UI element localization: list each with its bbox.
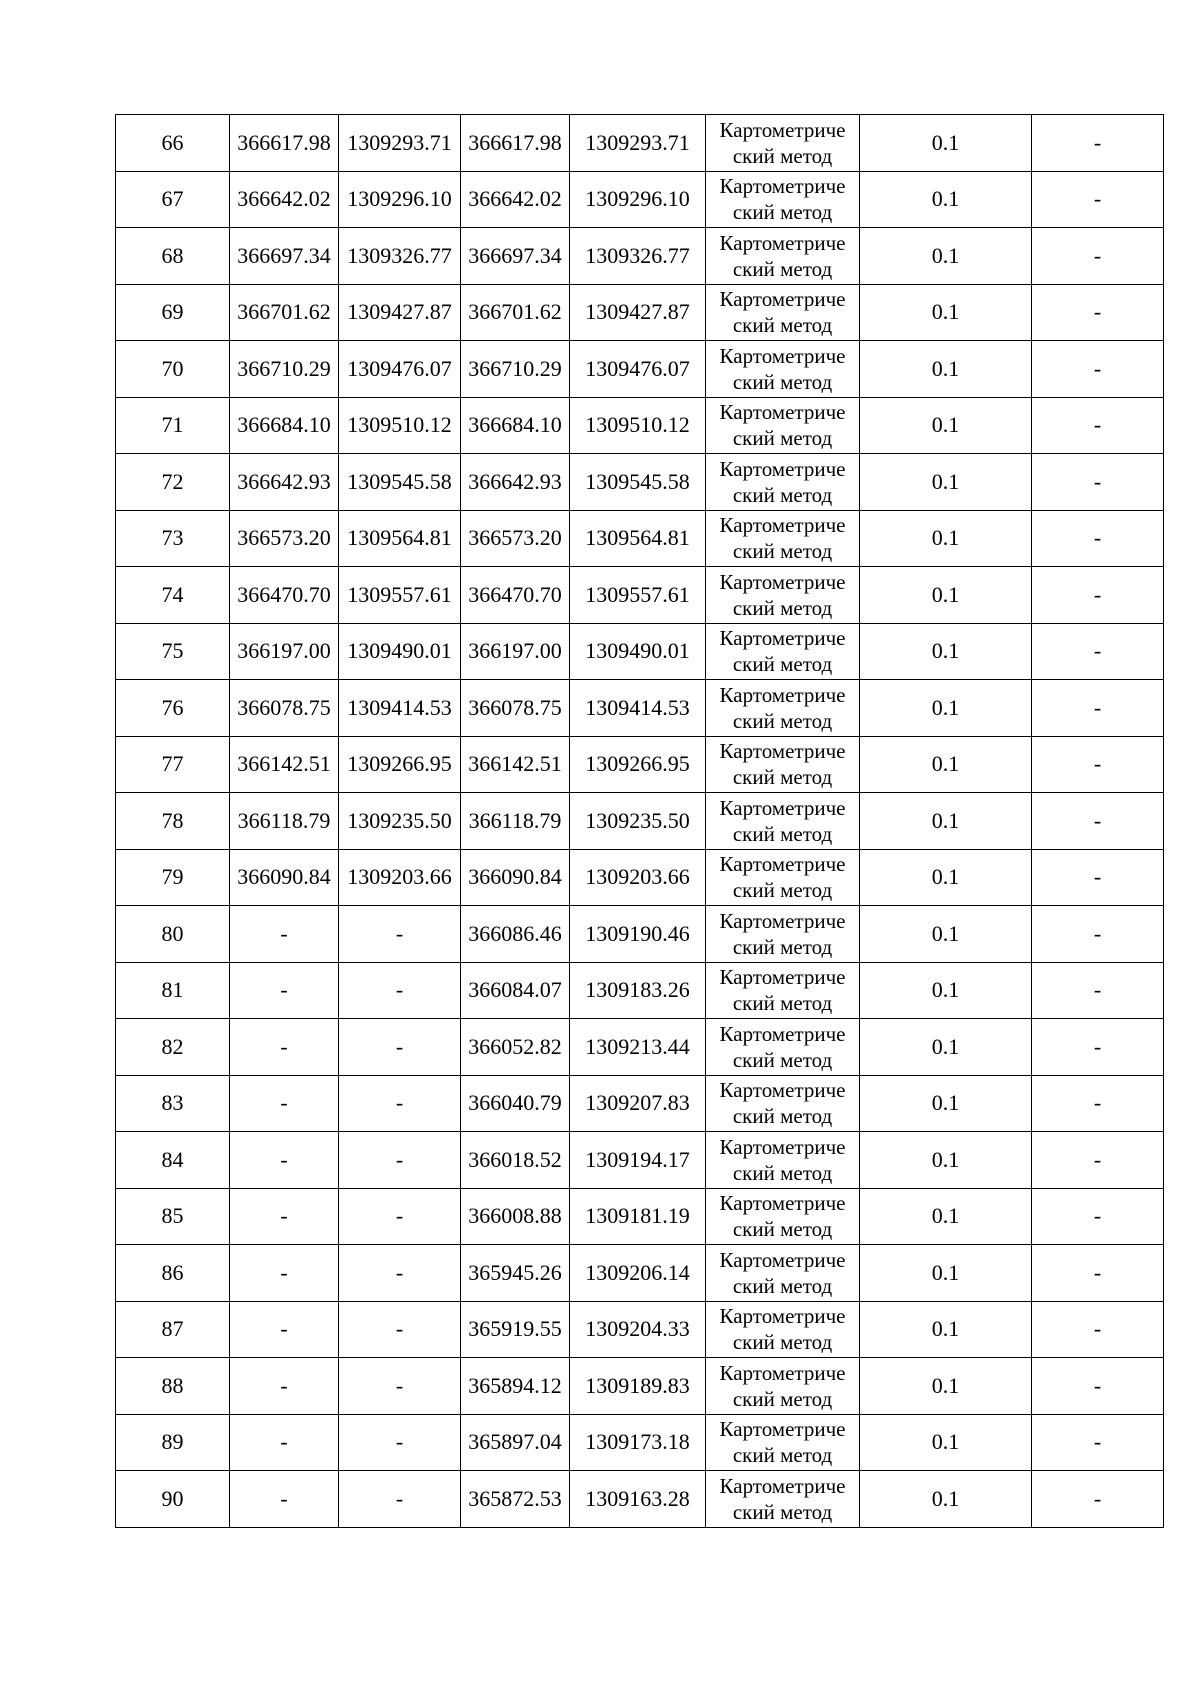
accuracy-cell: 0.1	[860, 1132, 1032, 1189]
refined-y-coordinate-cell: 1309204.33	[570, 1301, 706, 1358]
existing-x-coordinate-cell: -	[230, 1188, 339, 1245]
existing-x-coordinate-cell: 366642.93	[230, 454, 339, 511]
refined-x-coordinate-cell: 366684.10	[461, 397, 570, 454]
accuracy-cell: 0.1	[860, 1301, 1032, 1358]
note-cell: -	[1032, 510, 1164, 567]
point-number-cell: 74	[116, 567, 230, 624]
existing-y-coordinate-cell: -	[339, 1019, 461, 1076]
point-number-cell: 70	[116, 341, 230, 398]
table-row	[116, 906, 1164, 963]
table-row	[116, 228, 1164, 285]
note-cell: -	[1032, 228, 1164, 285]
method-text-line-2: ский метод	[732, 821, 833, 846]
determination-method-cell	[706, 962, 860, 1019]
note-cell: -	[1032, 1245, 1164, 1302]
refined-x-coordinate-cell: 366470.70	[461, 567, 570, 624]
accuracy-cell: 0.1	[860, 793, 1032, 850]
accuracy-cell: 0.1	[860, 736, 1032, 793]
refined-x-coordinate-cell: 366118.79	[461, 793, 570, 850]
note-cell: -	[1032, 793, 1164, 850]
existing-y-coordinate-cell: -	[339, 1245, 461, 1302]
note-cell: -	[1032, 1471, 1164, 1528]
accuracy-cell: 0.1	[860, 341, 1032, 398]
determination-method-cell	[706, 510, 860, 567]
point-number-cell: 82	[116, 1019, 230, 1076]
refined-y-coordinate-cell: 1309296.10	[570, 171, 706, 228]
table-row	[116, 1301, 1164, 1358]
method-text-line-2: ский метод	[732, 1330, 833, 1355]
method-text-line-1: Картометриче	[719, 1360, 846, 1385]
refined-x-coordinate-cell: 365872.53	[461, 1471, 570, 1528]
point-number-cell: 67	[116, 171, 230, 228]
method-text-line-1: Картометриче	[719, 965, 846, 990]
existing-y-coordinate-cell: -	[339, 1132, 461, 1189]
accuracy-cell: 0.1	[860, 510, 1032, 567]
method-text-line-1: Картометриче	[719, 513, 846, 538]
refined-x-coordinate-cell: 366642.02	[461, 171, 570, 228]
determination-method-cell	[706, 680, 860, 737]
point-number-cell: 81	[116, 962, 230, 1019]
point-number-cell: 68	[116, 228, 230, 285]
existing-y-coordinate-cell: -	[339, 1075, 461, 1132]
method-text-line-1: Картометриче	[719, 343, 846, 368]
table-row	[116, 115, 1164, 172]
accuracy-cell: 0.1	[860, 623, 1032, 680]
table-row	[116, 793, 1164, 850]
existing-x-coordinate-cell: -	[230, 1471, 339, 1528]
point-number-cell: 77	[116, 736, 230, 793]
refined-x-coordinate-cell: 365919.55	[461, 1301, 570, 1358]
determination-method-cell	[706, 1414, 860, 1471]
existing-x-coordinate-cell: 366573.20	[230, 510, 339, 567]
method-text-line-2: ский метод	[732, 1386, 833, 1411]
refined-y-coordinate-cell: 1309266.95	[570, 736, 706, 793]
table-row	[116, 567, 1164, 624]
accuracy-cell: 0.1	[860, 1471, 1032, 1528]
accuracy-cell: 0.1	[860, 284, 1032, 341]
existing-y-coordinate-cell: 1309490.01	[339, 623, 461, 680]
refined-y-coordinate-cell: 1309207.83	[570, 1075, 706, 1132]
table-row	[116, 1471, 1164, 1528]
point-number-cell: 72	[116, 454, 230, 511]
existing-x-coordinate-cell: 366197.00	[230, 623, 339, 680]
existing-y-coordinate-cell: 1309235.50	[339, 793, 461, 850]
existing-x-coordinate-cell: 366078.75	[230, 680, 339, 737]
accuracy-cell: 0.1	[860, 228, 1032, 285]
table-row	[116, 1414, 1164, 1471]
method-text-line-2: ский метод	[732, 1104, 833, 1129]
accuracy-cell: 0.1	[860, 454, 1032, 511]
determination-method-cell	[706, 1188, 860, 1245]
existing-y-coordinate-cell: -	[339, 1471, 461, 1528]
existing-y-coordinate-cell: -	[339, 1414, 461, 1471]
existing-x-coordinate-cell: 366118.79	[230, 793, 339, 850]
accuracy-cell: 0.1	[860, 906, 1032, 963]
point-number-cell: 66	[116, 115, 230, 172]
method-text-line-1: Картометриче	[719, 456, 846, 481]
table-row	[116, 510, 1164, 567]
existing-x-coordinate-cell: -	[230, 1019, 339, 1076]
existing-y-coordinate-cell: -	[339, 906, 461, 963]
accuracy-cell: 0.1	[860, 171, 1032, 228]
determination-method-cell	[706, 228, 860, 285]
point-number-cell: 83	[116, 1075, 230, 1132]
refined-y-coordinate-cell: 1309194.17	[570, 1132, 706, 1189]
method-text-line-2: ский метод	[732, 991, 833, 1016]
table-row	[116, 171, 1164, 228]
existing-x-coordinate-cell: -	[230, 1414, 339, 1471]
accuracy-cell: 0.1	[860, 849, 1032, 906]
table-row	[116, 1075, 1164, 1132]
accuracy-cell: 0.1	[860, 397, 1032, 454]
existing-y-coordinate-cell: 1309326.77	[339, 228, 461, 285]
note-cell: -	[1032, 1188, 1164, 1245]
existing-x-coordinate-cell: 366684.10	[230, 397, 339, 454]
table-row	[116, 680, 1164, 737]
determination-method-cell	[706, 1471, 860, 1528]
refined-x-coordinate-cell: 366617.98	[461, 115, 570, 172]
method-text-line-1: Картометриче	[719, 1304, 846, 1329]
determination-method-cell	[706, 849, 860, 906]
method-text-line-2: ский метод	[732, 1443, 833, 1468]
point-number-cell: 71	[116, 397, 230, 454]
method-text-line-2: ский метод	[732, 934, 833, 959]
method-text-line-2: ский метод	[732, 765, 833, 790]
existing-x-coordinate-cell: 366701.62	[230, 284, 339, 341]
refined-y-coordinate-cell: 1309490.01	[570, 623, 706, 680]
refined-y-coordinate-cell: 1309557.61	[570, 567, 706, 624]
table-row	[116, 1358, 1164, 1415]
existing-x-coordinate-cell: 366697.34	[230, 228, 339, 285]
refined-y-coordinate-cell: 1309427.87	[570, 284, 706, 341]
accuracy-cell: 0.1	[860, 1188, 1032, 1245]
refined-y-coordinate-cell: 1309476.07	[570, 341, 706, 398]
existing-y-coordinate-cell: -	[339, 1301, 461, 1358]
existing-y-coordinate-cell: 1309510.12	[339, 397, 461, 454]
table-row	[116, 623, 1164, 680]
refined-x-coordinate-cell: 366142.51	[461, 736, 570, 793]
existing-y-coordinate-cell: 1309427.87	[339, 284, 461, 341]
determination-method-cell	[706, 115, 860, 172]
existing-x-coordinate-cell: 366642.02	[230, 171, 339, 228]
method-text-line-1: Картометриче	[719, 400, 846, 425]
table-row	[116, 454, 1164, 511]
point-number-cell: 85	[116, 1188, 230, 1245]
accuracy-cell: 0.1	[860, 1019, 1032, 1076]
method-text-line-1: Картометриче	[719, 908, 846, 933]
refined-y-coordinate-cell: 1309235.50	[570, 793, 706, 850]
method-text-line-2: ский метод	[732, 200, 833, 225]
refined-x-coordinate-cell: 366018.52	[461, 1132, 570, 1189]
refined-y-coordinate-cell: 1309190.46	[570, 906, 706, 963]
existing-x-coordinate-cell: -	[230, 1132, 339, 1189]
method-text-line-2: ский метод	[732, 1273, 833, 1298]
note-cell: -	[1032, 1358, 1164, 1415]
method-text-line-2: ский метод	[732, 708, 833, 733]
refined-y-coordinate-cell: 1309206.14	[570, 1245, 706, 1302]
determination-method-cell	[706, 341, 860, 398]
existing-y-coordinate-cell: -	[339, 962, 461, 1019]
existing-y-coordinate-cell: -	[339, 1358, 461, 1415]
method-text-line-1: Картометриче	[719, 1078, 846, 1103]
refined-y-coordinate-cell: 1309189.83	[570, 1358, 706, 1415]
note-cell: -	[1032, 962, 1164, 1019]
point-number-cell: 79	[116, 849, 230, 906]
refined-x-coordinate-cell: 365945.26	[461, 1245, 570, 1302]
refined-y-coordinate-cell: 1309293.71	[570, 115, 706, 172]
refined-x-coordinate-cell: 366086.46	[461, 906, 570, 963]
table-row	[116, 962, 1164, 1019]
existing-x-coordinate-cell: 366617.98	[230, 115, 339, 172]
determination-method-cell	[706, 1019, 860, 1076]
method-text-line-1: Картометриче	[719, 1191, 846, 1216]
method-text-line-1: Картометриче	[719, 117, 846, 142]
method-text-line-2: ский метод	[732, 1217, 833, 1242]
table-row	[116, 341, 1164, 398]
accuracy-cell: 0.1	[860, 567, 1032, 624]
accuracy-cell: 0.1	[860, 680, 1032, 737]
note-cell: -	[1032, 1075, 1164, 1132]
determination-method-cell	[706, 736, 860, 793]
table-row	[116, 849, 1164, 906]
method-text-line-1: Картометриче	[719, 795, 846, 820]
determination-method-cell	[706, 1301, 860, 1358]
note-cell: -	[1032, 680, 1164, 737]
point-number-cell: 80	[116, 906, 230, 963]
refined-y-coordinate-cell: 1309173.18	[570, 1414, 706, 1471]
refined-x-coordinate-cell: 366084.07	[461, 962, 570, 1019]
determination-method-cell	[706, 623, 860, 680]
accuracy-cell: 0.1	[860, 115, 1032, 172]
table-row	[116, 1245, 1164, 1302]
refined-y-coordinate-cell: 1309414.53	[570, 680, 706, 737]
method-text-line-2: ский метод	[732, 1160, 833, 1185]
note-cell: -	[1032, 397, 1164, 454]
determination-method-cell	[706, 1075, 860, 1132]
note-cell: -	[1032, 1019, 1164, 1076]
determination-method-cell	[706, 454, 860, 511]
refined-x-coordinate-cell: 366090.84	[461, 849, 570, 906]
existing-x-coordinate-cell: 366142.51	[230, 736, 339, 793]
point-number-cell: 73	[116, 510, 230, 567]
refined-x-coordinate-cell: 366040.79	[461, 1075, 570, 1132]
existing-x-coordinate-cell: -	[230, 962, 339, 1019]
method-text-line-1: Картометриче	[719, 174, 846, 199]
point-number-cell: 84	[116, 1132, 230, 1189]
point-number-cell: 69	[116, 284, 230, 341]
note-cell: -	[1032, 284, 1164, 341]
refined-y-coordinate-cell: 1309545.58	[570, 454, 706, 511]
existing-y-coordinate-cell: 1309476.07	[339, 341, 461, 398]
table-row	[116, 1132, 1164, 1189]
method-text-line-1: Картометриче	[719, 1473, 846, 1498]
table-body	[116, 115, 1164, 1528]
point-number-cell: 89	[116, 1414, 230, 1471]
method-text-line-1: Картометриче	[719, 1021, 846, 1046]
determination-method-cell	[706, 397, 860, 454]
existing-y-coordinate-cell: 1309293.71	[339, 115, 461, 172]
method-text-line-2: ский метод	[732, 482, 833, 507]
refined-y-coordinate-cell: 1309203.66	[570, 849, 706, 906]
method-text-line-2: ский метод	[732, 426, 833, 451]
point-number-cell: 78	[116, 793, 230, 850]
existing-x-coordinate-cell: -	[230, 1358, 339, 1415]
method-text-line-2: ский метод	[732, 1499, 833, 1524]
table-row	[116, 397, 1164, 454]
determination-method-cell	[706, 793, 860, 850]
note-cell: -	[1032, 1414, 1164, 1471]
method-text-line-2: ский метод	[732, 313, 833, 338]
existing-y-coordinate-cell: 1309296.10	[339, 171, 461, 228]
note-cell: -	[1032, 623, 1164, 680]
existing-x-coordinate-cell: 366470.70	[230, 567, 339, 624]
accuracy-cell: 0.1	[860, 1245, 1032, 1302]
refined-y-coordinate-cell: 1309181.19	[570, 1188, 706, 1245]
refined-y-coordinate-cell: 1309510.12	[570, 397, 706, 454]
method-text-line-1: Картометриче	[719, 852, 846, 877]
table-row	[116, 1188, 1164, 1245]
refined-y-coordinate-cell: 1309564.81	[570, 510, 706, 567]
accuracy-cell: 0.1	[860, 1358, 1032, 1415]
note-cell: -	[1032, 341, 1164, 398]
existing-x-coordinate-cell: 366710.29	[230, 341, 339, 398]
method-text-line-1: Картометриче	[719, 1134, 846, 1159]
method-text-line-2: ский метод	[732, 539, 833, 564]
existing-y-coordinate-cell: 1309545.58	[339, 454, 461, 511]
existing-y-coordinate-cell: 1309414.53	[339, 680, 461, 737]
note-cell: -	[1032, 1132, 1164, 1189]
note-cell: -	[1032, 906, 1164, 963]
refined-x-coordinate-cell: 366701.62	[461, 284, 570, 341]
refined-x-coordinate-cell: 366573.20	[461, 510, 570, 567]
existing-x-coordinate-cell: -	[230, 1075, 339, 1132]
refined-x-coordinate-cell: 366710.29	[461, 341, 570, 398]
method-text-line-2: ский метод	[732, 1047, 833, 1072]
refined-y-coordinate-cell: 1309183.26	[570, 962, 706, 1019]
method-text-line-1: Картометриче	[719, 739, 846, 764]
refined-x-coordinate-cell: 366197.00	[461, 623, 570, 680]
method-text-line-1: Картометриче	[719, 682, 846, 707]
refined-x-coordinate-cell: 366008.88	[461, 1188, 570, 1245]
method-text-line-1: Картометриче	[719, 569, 846, 594]
point-number-cell: 87	[116, 1301, 230, 1358]
existing-x-coordinate-cell: -	[230, 1301, 339, 1358]
point-number-cell: 76	[116, 680, 230, 737]
determination-method-cell	[706, 567, 860, 624]
method-text-line-1: Картометриче	[719, 287, 846, 312]
method-text-line-1: Картометриче	[719, 230, 846, 255]
refined-x-coordinate-cell: 366078.75	[461, 680, 570, 737]
accuracy-cell: 0.1	[860, 1414, 1032, 1471]
note-cell: -	[1032, 1301, 1164, 1358]
point-number-cell: 86	[116, 1245, 230, 1302]
determination-method-cell	[706, 1132, 860, 1189]
determination-method-cell	[706, 171, 860, 228]
determination-method-cell	[706, 1245, 860, 1302]
determination-method-cell	[706, 906, 860, 963]
refined-x-coordinate-cell: 366697.34	[461, 228, 570, 285]
method-text-line-2: ский метод	[732, 878, 833, 903]
existing-y-coordinate-cell: -	[339, 1188, 461, 1245]
note-cell: -	[1032, 849, 1164, 906]
existing-x-coordinate-cell: -	[230, 1245, 339, 1302]
refined-y-coordinate-cell: 1309213.44	[570, 1019, 706, 1076]
note-cell: -	[1032, 736, 1164, 793]
existing-y-coordinate-cell: 1309203.66	[339, 849, 461, 906]
existing-y-coordinate-cell: 1309266.95	[339, 736, 461, 793]
accuracy-cell: 0.1	[860, 1075, 1032, 1132]
method-text-line-2: ский метод	[732, 595, 833, 620]
existing-x-coordinate-cell: 366090.84	[230, 849, 339, 906]
determination-method-cell	[706, 284, 860, 341]
table-row	[116, 736, 1164, 793]
table-row	[116, 1019, 1164, 1076]
determination-method-cell	[706, 1358, 860, 1415]
point-number-cell: 90	[116, 1471, 230, 1528]
coordinates-table	[115, 114, 1164, 1528]
method-text-line-2: ский метод	[732, 143, 833, 168]
point-number-cell: 75	[116, 623, 230, 680]
method-text-line-1: Картометриче	[719, 1247, 846, 1272]
method-text-line-2: ский метод	[732, 369, 833, 394]
note-cell: -	[1032, 567, 1164, 624]
refined-x-coordinate-cell: 365897.04	[461, 1414, 570, 1471]
accuracy-cell: 0.1	[860, 962, 1032, 1019]
refined-x-coordinate-cell: 366052.82	[461, 1019, 570, 1076]
point-number-cell: 88	[116, 1358, 230, 1415]
note-cell: -	[1032, 171, 1164, 228]
refined-y-coordinate-cell: 1309326.77	[570, 228, 706, 285]
method-text-line-2: ский метод	[732, 652, 833, 677]
existing-x-coordinate-cell: -	[230, 906, 339, 963]
note-cell: -	[1032, 454, 1164, 511]
refined-x-coordinate-cell: 365894.12	[461, 1358, 570, 1415]
method-text-line-1: Картометриче	[719, 626, 846, 651]
method-text-line-2: ский метод	[732, 256, 833, 281]
refined-y-coordinate-cell: 1309163.28	[570, 1471, 706, 1528]
refined-x-coordinate-cell: 366642.93	[461, 454, 570, 511]
existing-y-coordinate-cell: 1309564.81	[339, 510, 461, 567]
note-cell: -	[1032, 115, 1164, 172]
method-text-line-1: Картометриче	[719, 1417, 846, 1442]
existing-y-coordinate-cell: 1309557.61	[339, 567, 461, 624]
table-row	[116, 284, 1164, 341]
